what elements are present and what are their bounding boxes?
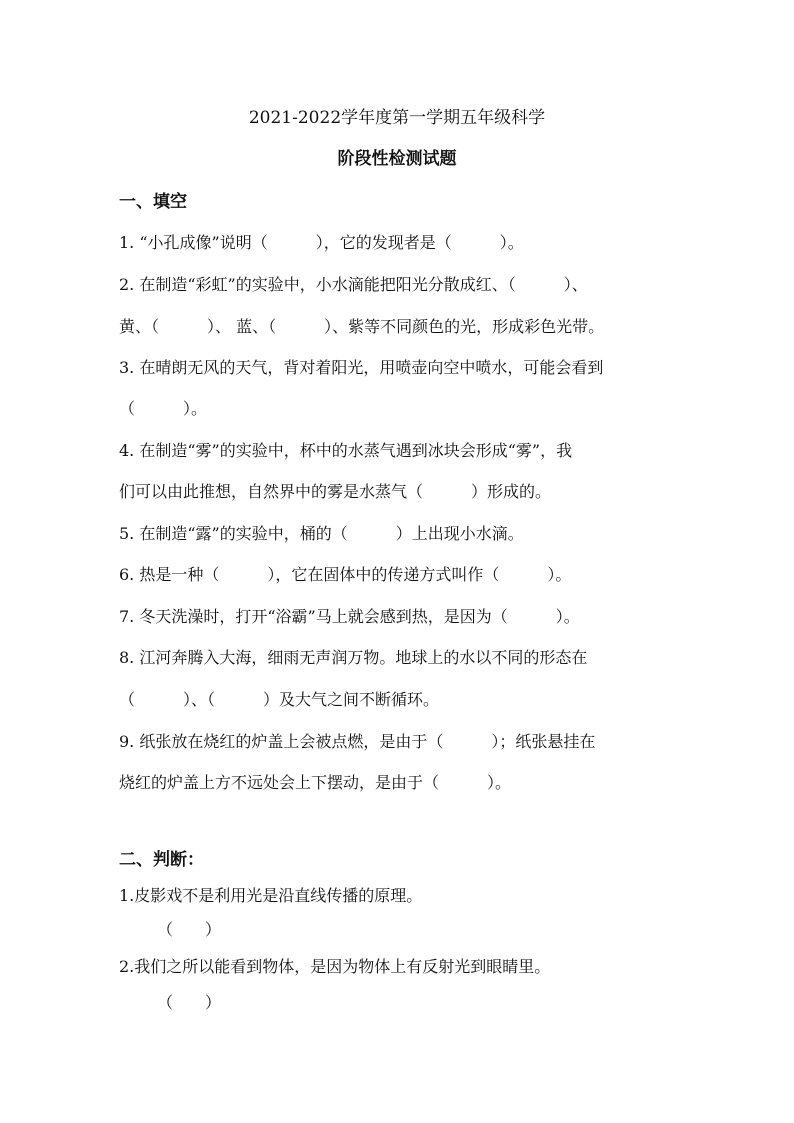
question-line: 黄、（ ）、 蓝、（ ）、紫等不同颜色的光，形成彩色光带。 — [119, 317, 605, 336]
question-line: 8. 江河奔腾入大海，细雨无声润万物。地球上的水以不同的形态在 — [119, 648, 588, 667]
question-line: （ ）、（ ）及大气之间不断循环。 — [119, 690, 440, 709]
document-subtitle: 阶段性检测试题 — [337, 149, 457, 169]
question-line: 烧红的炉盖上方不远处会上下摆动，是由于（ ）。 — [119, 773, 512, 792]
question-line: 6. 热是一种（ ），它在固体中的传递方式叫作（ ）。 — [119, 565, 572, 584]
question-line: 1. “小孔成像”说明（ ），它的发现者是（ ）。 — [119, 233, 524, 252]
question-line: 2. 在制造“彩虹”的实验中，小水滴能把阳光分散成红、（ ）、 — [119, 275, 588, 294]
section-fill-in-heading: 一、填空 — [119, 192, 187, 212]
question-line: 9. 纸张放在烧红的炉盖上会被点燃，是由于（ ）；纸张悬挂在 — [119, 732, 596, 751]
question-line: 5. 在制造“露”的实验中，桶的（ ）上出现小水滴。 — [119, 524, 524, 543]
question-line: 4. 在制造“雾”的实验中，杯中的水蒸气遇到冰块会形成“雾”，我 — [119, 441, 573, 460]
question-line: 们可以由此推想，自然界中的雾是水蒸气（ ）形成的。 — [119, 482, 552, 501]
question-line: 3. 在晴朗无风的天气，背对着阳光，用喷壶向空中喷水，可能会看到 — [119, 358, 604, 377]
question-line: 7. 冬天洗澡时，打开“浴霸”马上就会感到热，是因为（ ）。 — [119, 607, 580, 626]
question-line: （ ）。 — [119, 399, 208, 418]
judgement-answer-blank-1[interactable]: （ ） — [157, 920, 222, 939]
judgement-question-1: 1.皮影戏不是利用光是沿直线传播的原理。 — [119, 886, 423, 905]
document-title: 2021-2022学年度第一学期五年级科学 — [248, 108, 546, 128]
judgement-answer-blank-2[interactable]: （ ） — [157, 993, 222, 1012]
judgement-question-2: 2.我们之所以能看到物体，是因为物体上有反射光到眼睛里。 — [119, 957, 551, 976]
section-judgement-heading: 二、判断： — [119, 850, 204, 870]
